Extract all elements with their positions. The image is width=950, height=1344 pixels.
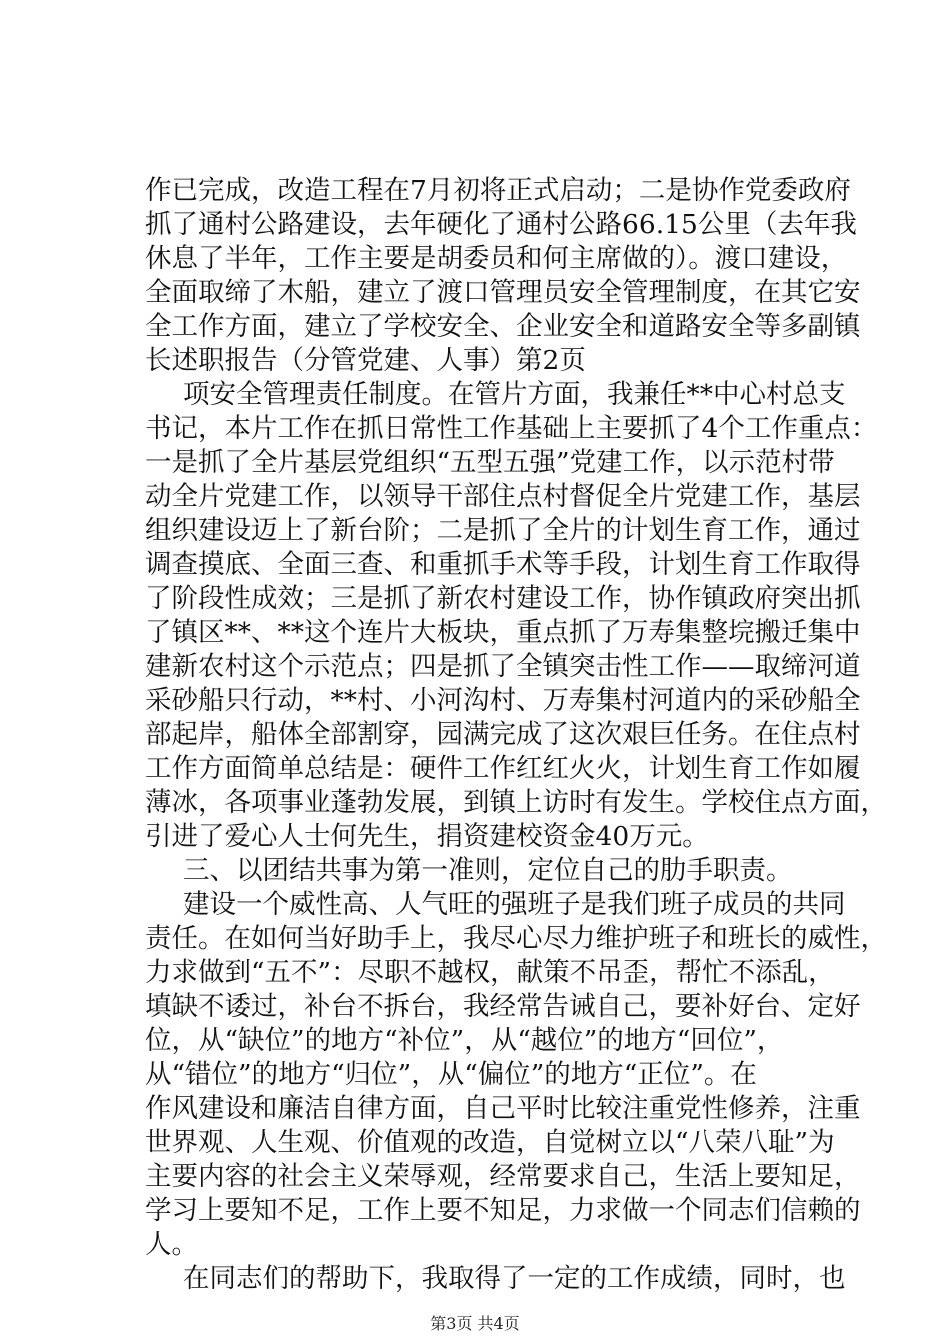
text-line: 长述职报告（分管党建、人事）第2页	[145, 345, 586, 376]
text-line: 世界观、人生观、价值观的改造，自觉树立以“八荣八耻”为	[145, 1127, 835, 1158]
text-line: 主要内容的社会主义荣辱观，经常要求自己，生活上要知足，	[145, 1161, 861, 1192]
paragraph-start-line: 在同志们的帮助下，我取得了一定的工作成绩，同时，也	[183, 1263, 846, 1294]
text-line: 全面取缔了木船，建立了渡口管理员安全管理制度，在其它安	[145, 277, 861, 308]
text-line: 调查摸底、全面三查、和重抓手术等手段，计划生育工作取得	[145, 549, 861, 580]
text-line: 建新农村这个示范点；四是抓了全镇突击性工作——取缔河道	[145, 651, 861, 682]
text-line: 了阶段性成效；三是抓了新农村建设工作，协作镇政府突出抓	[145, 583, 861, 614]
text-line: 全工作方面，建立了学校安全、企业安全和道路安全等多副镇	[145, 311, 861, 342]
text-line: 引进了爱心人士何先生，捐资建校资金40万元。	[145, 821, 709, 852]
text-line: 位，从“缺位”的地方“补位”，从“越位”的地方“回位”，	[145, 1025, 784, 1056]
section-heading: 三、以团结共事为第一准则，定位自己的肋手职责。	[183, 855, 793, 886]
text-line: 作风建设和廉洁自律方面，自己平时比较注重党性修养，注重	[145, 1093, 861, 1124]
paragraph-start-line: 建设一个威性高、人气旺的强班子是我们班子成员的共同	[183, 889, 846, 920]
text-line: 动全片党建工作，以领导干部住点村督促全片党建工作，基层	[145, 481, 861, 512]
text-line: 作已完成，改造工程在7月初将正式启动；二是协作党委政府	[145, 175, 851, 206]
text-line: 部起岸，船体全部割穿，园满完成了这次艰巨任务。在住点村	[145, 719, 861, 750]
text-line: 力求做到“五不”：尽职不越权，献策不吊歪，帮忙不添乱，	[145, 957, 835, 988]
text-line: 了镇区**、**这个连片大板块，重点抓了万寿集整垸搬迁集中	[145, 617, 861, 648]
text-line: 一是抓了全片基层党组织“五型五强”党建工作，以示范村带	[145, 447, 835, 478]
text-line: 学习上要知不足，工作上要不知足，力求做一个同志们信赖的	[145, 1195, 861, 1226]
text-line: 休息了半年，工作主要是胡委员和何主席做的）。渡口建设，	[145, 243, 848, 274]
text-line: 书记，本片工作在抓日常性工作基础上主要抓了4个工作重点：	[145, 413, 878, 444]
text-line: 采砂船只行动，**村、小河沟村、万寿集村河道内的采砂船全	[145, 685, 861, 716]
paragraph-start-line: 项安全管理责任制度。在管片方面，我兼任**中心村总支	[183, 379, 846, 410]
text-line: 从“错位”的地方“归位”，从“偏位”的地方“正位”。在	[145, 1059, 757, 1090]
text-line: 责任。在如何当好助手上，我尽心尽力维护班子和班长的威性，	[145, 923, 887, 954]
text-line: 工作方面简单总结是：硬件工作红红火火，计划生育工作如履	[145, 753, 861, 784]
text-line: 人。	[145, 1229, 198, 1260]
text-line: 填缺不诿过，补台不拆台，我经常告诫自己，要补好台、定好	[145, 991, 861, 1022]
text-line: 抓了通村公路建设，去年硬化了通村公路66.15公里（去年我	[145, 209, 857, 240]
text-line: 组织建设迈上了新台阶；二是抓了全片的计划生育工作，通过	[145, 515, 861, 546]
page-number-footer: 第3页 共4页	[430, 1314, 520, 1333]
text-line: 薄冰，各项事业蓬勃发展，到镇上访时有发生。学校住点方面，	[145, 787, 887, 818]
